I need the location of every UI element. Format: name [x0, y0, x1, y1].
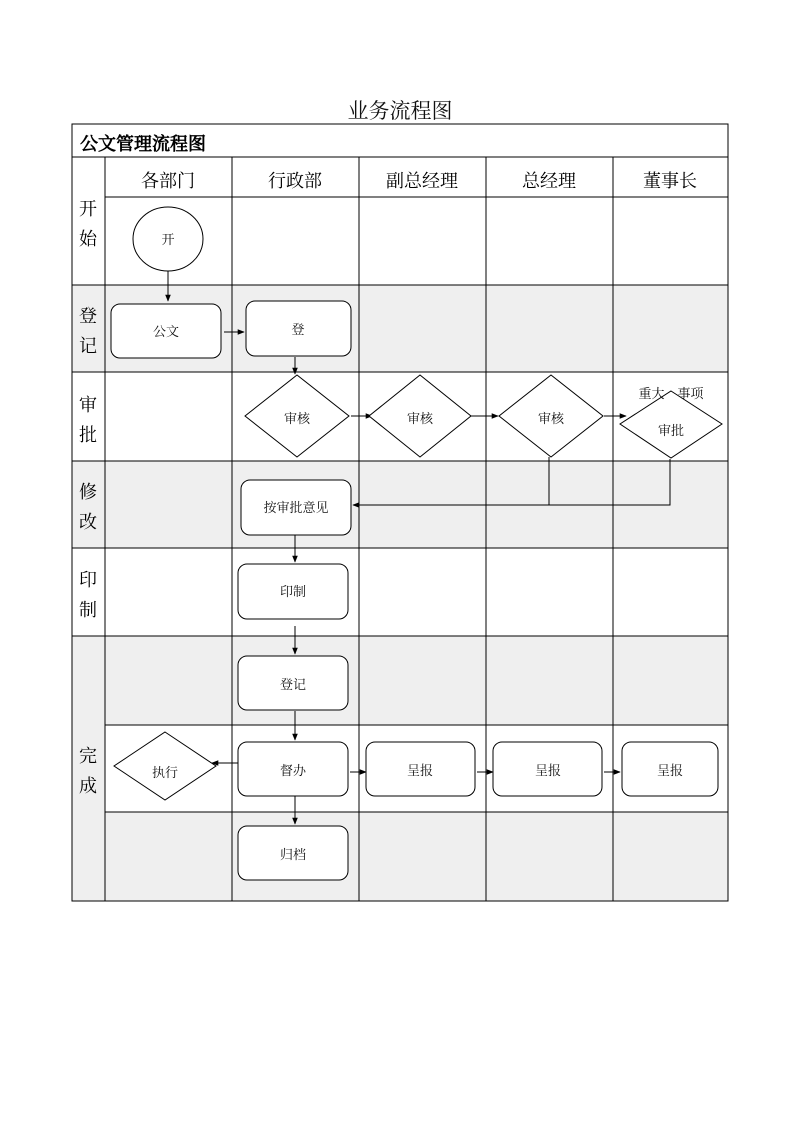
page-title: 业务流程图 — [347, 99, 453, 123]
row-label-complete: 完成 — [79, 746, 97, 797]
column-headers — [141, 171, 697, 192]
row-label-register: 登记 — [79, 306, 97, 357]
major-matter-label: 重大 事项 — [638, 387, 704, 402]
column-header-admin: 行政部 — [268, 171, 322, 192]
review-admin-label: 审核 — [283, 412, 311, 427]
lane-shading — [72, 285, 728, 901]
document-node-label: 公文 — [152, 325, 180, 340]
start-node-label: 开 — [161, 233, 175, 248]
report-gm-label: 呈报 — [534, 764, 562, 779]
report-chair-label: 呈报 — [656, 764, 684, 779]
print-node-label: 印制 — [279, 585, 307, 600]
report-vp-label: 呈报 — [406, 764, 434, 779]
execute-node-label: 执行 — [151, 766, 179, 781]
register-again-label: 登记 — [279, 678, 307, 693]
approve-chair-label: 审批 — [657, 424, 685, 439]
column-header-chairman: 董事长 — [643, 171, 697, 192]
row-label-start: 开始 — [79, 199, 97, 250]
column-header-departments: 各部门 — [141, 171, 195, 192]
review-gm-label: 审核 — [537, 412, 565, 427]
register-admin-label: 登 — [291, 323, 305, 338]
archive-node-label: 归档 — [279, 848, 307, 863]
supervise-node-label: 督办 — [279, 764, 307, 779]
column-header-gm: 总经理 — [522, 171, 576, 192]
row-label-modify: 修改 — [79, 482, 97, 533]
review-vp-label: 审核 — [406, 412, 434, 427]
row-label-approve: 审批 — [79, 395, 97, 446]
column-header-vice-gm: 副总经理 — [386, 171, 458, 192]
table-title: 公文管理流程图 — [80, 134, 206, 155]
row-label-print: 印制 — [79, 570, 97, 621]
modify-node-label: 按审批意见 — [263, 501, 329, 516]
